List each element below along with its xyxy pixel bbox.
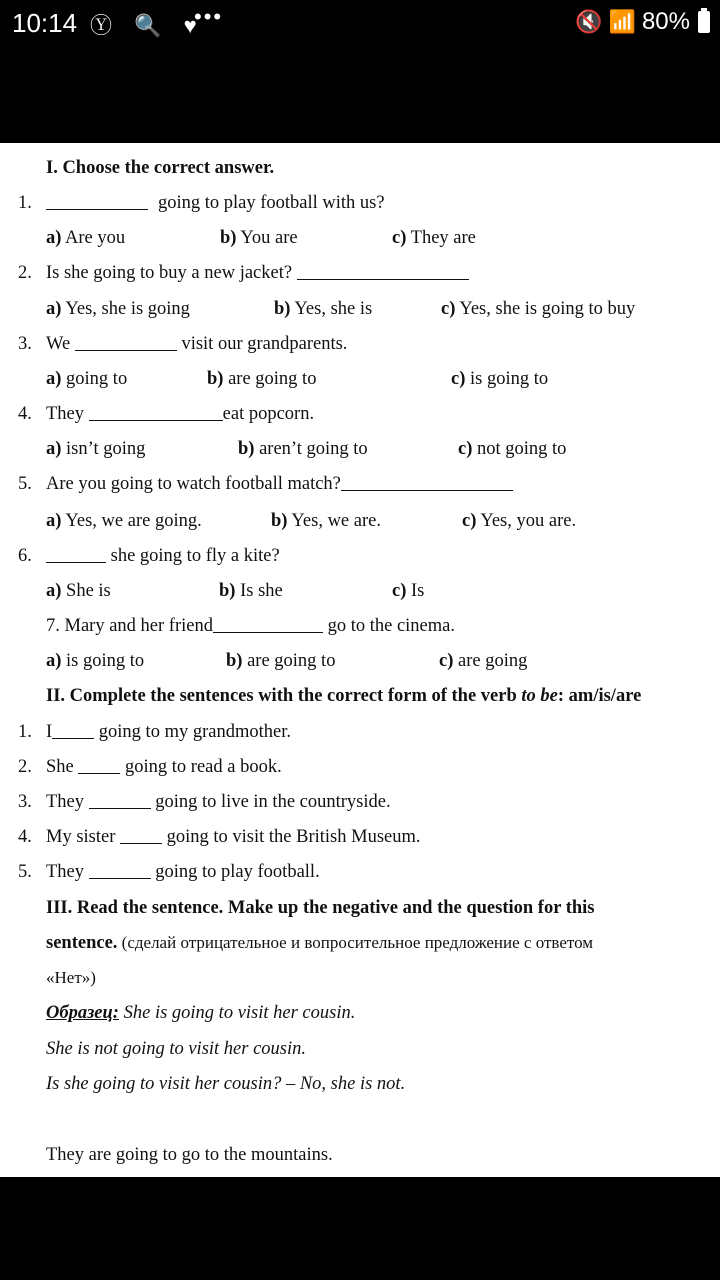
notification-icons: Ⓨ 🔍 ♥ — [90, 13, 205, 38]
answer-blank — [89, 402, 223, 421]
section2-item-1: 1. I going to my grandmother. — [18, 722, 291, 742]
answer-blank — [297, 261, 469, 280]
worksheet-page — [0, 143, 720, 1177]
question-6-options: a) She is b) Is she c) Is — [46, 581, 425, 601]
battery-icon — [698, 11, 710, 33]
question-5-options: a) Yes, we are going. b) Yes, we are. c) Yes, you are. — [46, 511, 577, 531]
section2-item-3: 3. They going to live in the countryside. — [18, 792, 391, 812]
answer-blank — [46, 544, 106, 563]
question-5: 5. Are you going to watch football match? — [0, 469, 720, 499]
question-3: 3. We visit our grandparents. — [18, 334, 348, 354]
system-indicators — [575, 8, 710, 36]
question-7: 7. Mary and her friend go to the cinema. — [46, 616, 455, 636]
question-3-options: a) going to b) are going to c) is going to — [46, 369, 549, 389]
answer-blank — [46, 191, 148, 210]
section2-item-2: 2. She going to read a book. — [18, 757, 282, 777]
section1-title: I. Choose the correct answer. — [46, 158, 275, 178]
section2-item-5: 5. They going to play football. — [18, 862, 320, 882]
example-line: Образец: She is going to visit her cousin. — [46, 1003, 356, 1023]
section3-title-line1: III. Read the sentence. Make up the negative and the question for this — [46, 898, 595, 918]
mute-icon: 🔇 — [575, 9, 603, 34]
answer-blank — [78, 755, 120, 774]
section3-title-line3: «Нет») — [46, 968, 96, 987]
more-notifications-icon: ••• — [194, 4, 224, 29]
question-2-options: a) Yes, she is going b) Yes, she is c) Yes, she is going to buy — [46, 299, 636, 319]
battery-percent: 80% — [641, 8, 690, 35]
example-label: Образец: — [46, 1003, 119, 1023]
answer-blank — [75, 332, 177, 351]
example-question: Is she going to visit her cousin? – No, she is not. — [46, 1074, 406, 1094]
question-4: 4. They eat popcorn. — [18, 404, 315, 424]
signal-icon: 📶 — [608, 9, 636, 34]
answer-blank — [89, 860, 151, 879]
question-2: 2. Is she going to buy a new jacket? — [0, 258, 720, 288]
section3-title-line2: sentence. (сделай отрицательное и вопросительное предложение с ответом — [46, 933, 594, 953]
question-1: 1. going to play football with us? — [18, 193, 385, 213]
question-7-options: a) is going to b) are going to c) are going — [46, 651, 528, 671]
section2-item-4: 4. My sister going to visit the British Museum. — [18, 827, 421, 847]
task-sentence: They are going to go to the mountains. — [46, 1145, 333, 1165]
answer-blank — [341, 472, 513, 491]
example-negative: She is not going to visit her cousin. — [46, 1039, 307, 1059]
question-6: 6. she going to fly a kite? — [18, 546, 280, 566]
answer-blank — [89, 790, 151, 809]
question-4-options: a) isn’t going b) aren’t going to c) not going to — [46, 439, 567, 459]
status-bar — [0, 0, 720, 46]
answer-blank — [213, 614, 323, 633]
answer-blank — [52, 720, 94, 739]
question-1-options: a) Are you b) You are c) They are — [46, 228, 476, 248]
answer-blank — [120, 825, 162, 844]
section2-title: II. Complete the sentences with the correct form of the verb to be: am/is/are — [46, 686, 642, 706]
clock: 10:14 — [12, 8, 78, 38]
